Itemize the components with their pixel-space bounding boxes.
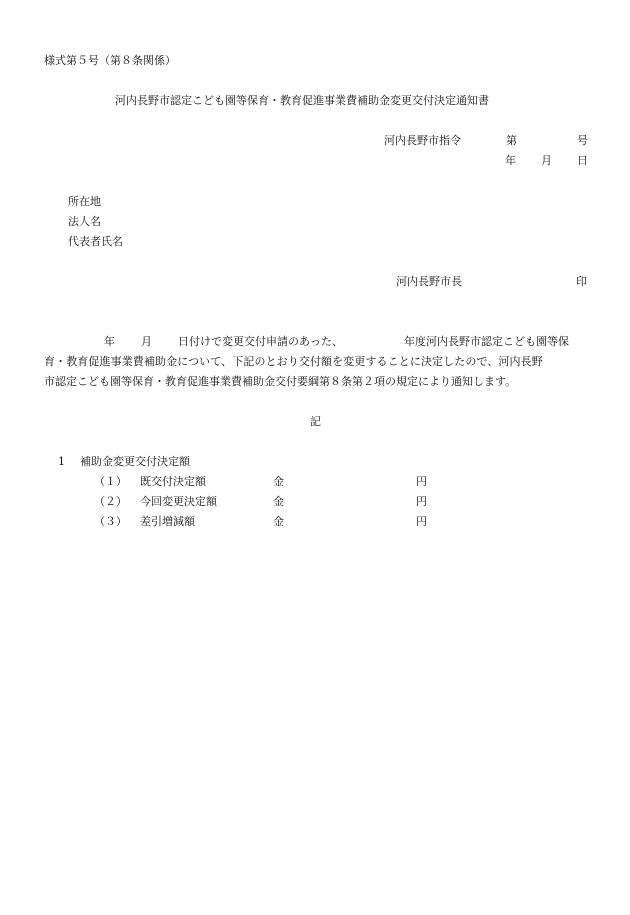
ki-heading: 記 [310,415,321,428]
doc-number-dai: 第 [506,134,517,147]
item-yen: 円 [416,475,427,488]
date-year: 年 [505,154,516,167]
item-index: （３） [94,515,127,528]
section-number: 1 [58,455,65,468]
body-line3: 市認定こども園等保育・教育促進事業費補助金交付要綱第８条第２項の規定により通知します。 [44,375,517,388]
item-label: 既交付決定額 [140,475,206,488]
doc-number-issuer: 河内長野市指令 [384,134,461,147]
body-line2: 育・教育促進事業費補助金について、下記のとおり交付額を変更することに決定したので、河内長野 [44,355,543,368]
representative-name-label: 代表者氏名 [68,235,123,248]
item-yen: 円 [416,495,427,508]
body-line1-tail: 年度河内長野市認定こども園等保 [404,335,569,348]
seal-mark: 印 [576,275,587,288]
doc-number-go: 号 [577,134,588,147]
address-label: 所在地 [68,195,101,208]
item-kin: 金 [273,495,284,508]
date-day: 日 [577,154,588,167]
section-title: 補助金変更交付決定額 [80,455,190,468]
document-title: 河内長野市認定こども園等保育・教育促進事業費補助金変更交付決定通知書 [115,94,489,107]
form-label: 様式第５号（第８条関係） [44,54,176,67]
body-line1-middle: 日付けで変更交付申請のあった、 [178,335,343,348]
date-month: 月 [541,154,552,167]
corporation-name-label: 法人名 [68,215,101,228]
body-year-label: 年 [104,335,115,348]
item-label: 差引増減額 [140,515,195,528]
item-kin: 金 [273,515,284,528]
body-month-label: 月 [141,335,152,348]
item-label: 今回変更決定額 [140,495,217,508]
item-yen: 円 [416,515,427,528]
sender-name: 河内長野市長 [396,275,462,288]
item-kin: 金 [273,475,284,488]
item-index: （２） [94,495,127,508]
item-index: （１） [94,475,127,488]
